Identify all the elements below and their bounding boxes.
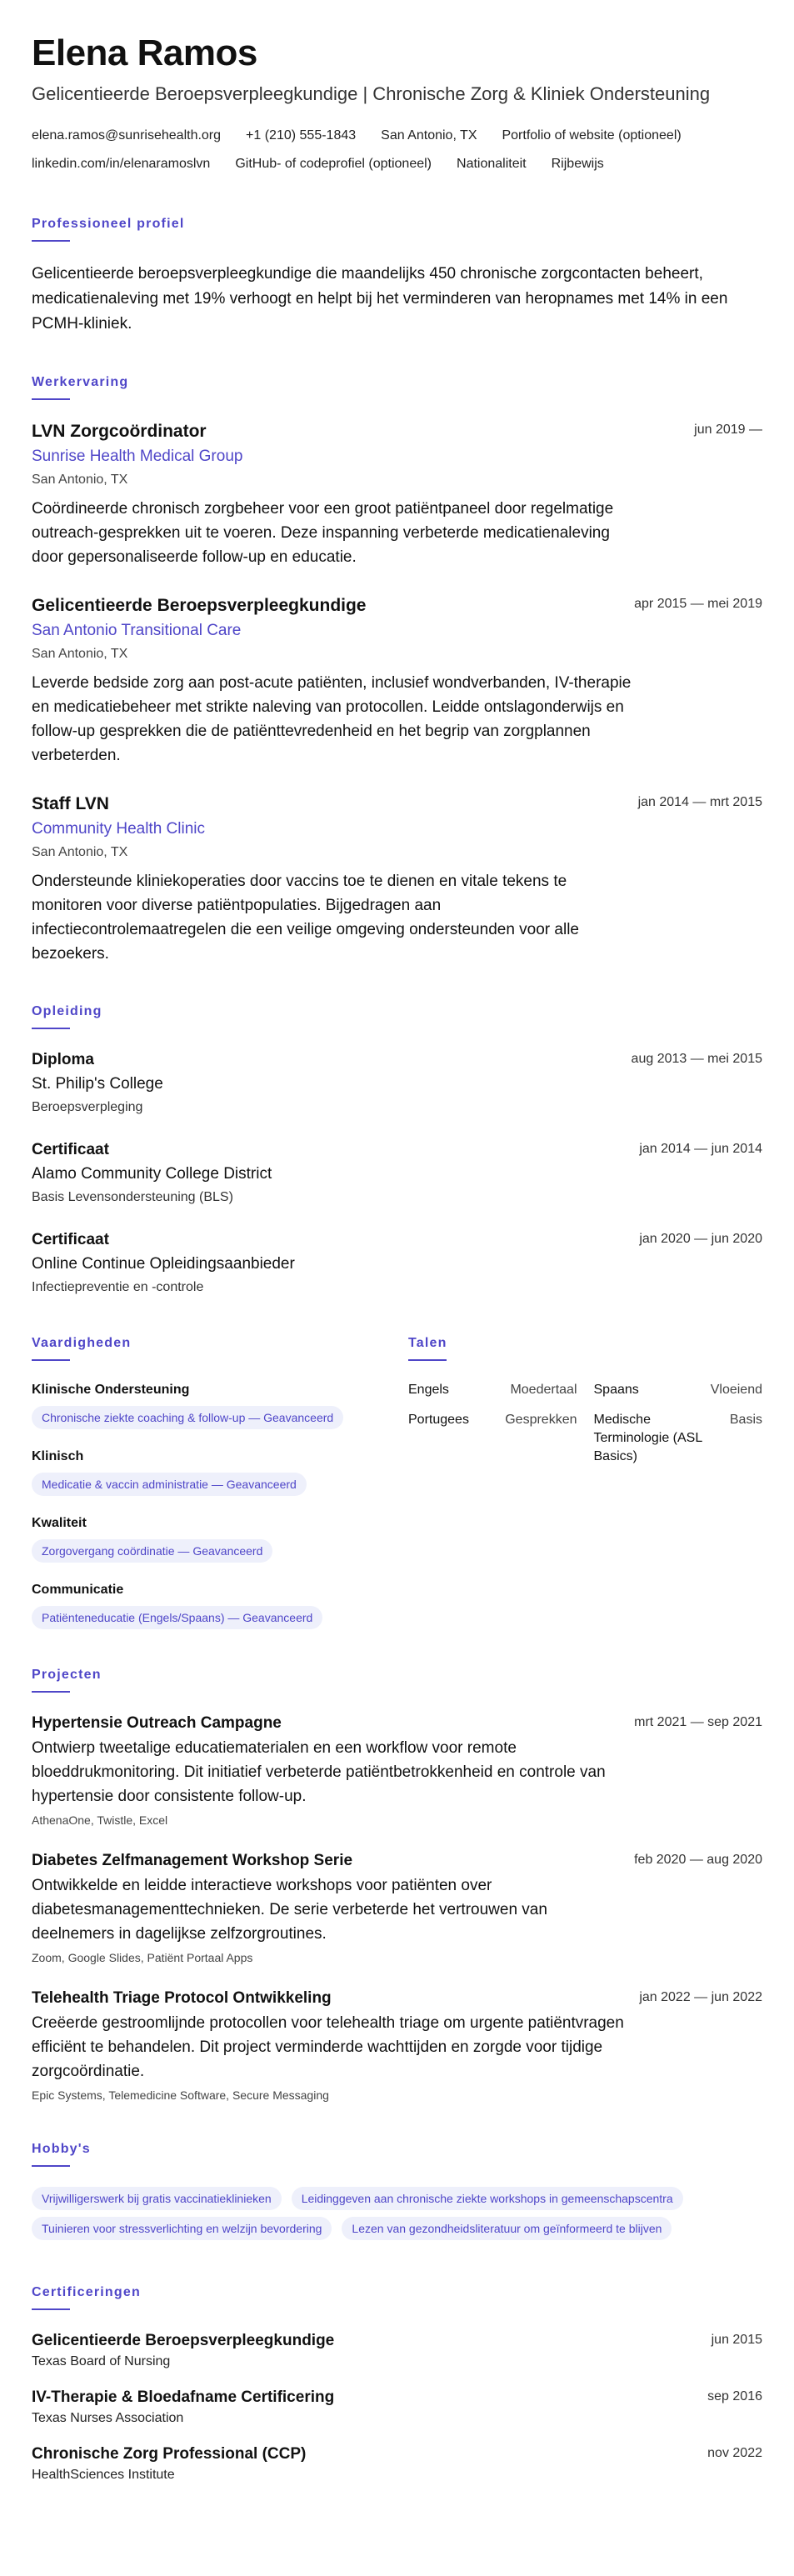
language-name: Medische Terminologie (ASL Basics) xyxy=(593,1413,702,1463)
project-name: Telehealth Triage Protocol Ontwikkeling xyxy=(32,1989,332,2007)
candidate-name: Elena Ramos xyxy=(32,33,257,73)
certification-issuer: Texas Nurses Association xyxy=(32,2411,184,2425)
section-title: Opleiding xyxy=(32,1004,102,1018)
skill-tag: Patiënteneducatie (Engels/Spaans) — Geavanceerd xyxy=(32,1606,322,1629)
certification-date: sep 2016 xyxy=(707,2389,762,2403)
field-of-study: Infectiepreventie en -controle xyxy=(32,1280,204,1294)
section-divider xyxy=(32,2165,70,2167)
project-tools: Zoom, Google Slides, Patiënt Portaal Apps xyxy=(32,1951,253,1964)
headline: Gelicentieerde Beroepsverpleegkundige | Chronische Zorg & Kliniek Ondersteuning xyxy=(32,83,711,104)
education-date: jan 2014 — jun 2014 xyxy=(639,1142,762,1156)
project-date: jan 2022 — jun 2022 xyxy=(639,1990,762,2004)
hobby-tag: Lezen van gezondheidsliteratuur om geïnformeerd te blijven xyxy=(342,2217,672,2240)
language-item xyxy=(408,1411,577,1466)
language-item xyxy=(594,1411,763,1466)
language-level: Moedertaal xyxy=(510,1383,577,1397)
job-date: jun 2019 — xyxy=(694,423,762,437)
contact-list xyxy=(32,122,762,178)
section-title: Projecten xyxy=(32,1668,102,1682)
skill-tag: Zorgovergang coördinatie — Geavanceerd xyxy=(32,1539,272,1563)
experience-entry xyxy=(32,594,762,768)
skills-section xyxy=(32,1334,408,1629)
job-location: San Antonio, TX xyxy=(32,473,128,487)
section-divider xyxy=(32,2308,70,2310)
degree: Certificaat xyxy=(32,1141,109,1158)
education-section xyxy=(32,1003,762,1298)
certification-issuer: HealthSciences Institute xyxy=(32,2468,175,2482)
field-of-study: Beroepsverpleging xyxy=(32,1100,143,1114)
field-of-study: Basis Levensondersteuning (BLS) xyxy=(32,1190,233,1204)
skills-languages-row xyxy=(32,1334,762,1629)
degree: Certificaat xyxy=(32,1231,109,1248)
project-entry xyxy=(32,1713,762,1828)
project-description: Creëerde gestroomlijnde protocollen voor telehealth triage om urgente patiëntvragen efficiënt te behandelen. Dit project verminderde wachttijden en zorgde voor tijdige zorgcoördinatie. xyxy=(32,2014,624,2080)
experience-entry xyxy=(32,793,762,966)
job-description: Leverde bedside zorg aan post-acute patiënten, inclusief wondverbanden, IV-therapie en medicatiebeheer met strikte naleving van protocollen. Leidde ontslagonderwijs en follow-up gesprekken die de patiënttevredenheid en het begrip van zorgplannen verbeterden. xyxy=(32,674,632,764)
job-date: apr 2015 — mei 2019 xyxy=(634,597,762,611)
contact-email[interactable]: elena.ramos@sunrisehealth.org xyxy=(32,128,222,143)
certification-name: IV-Therapie & Bloedafname Certificering xyxy=(32,2388,335,2406)
certification-date: jun 2015 xyxy=(711,2333,762,2347)
section-title: Talen xyxy=(408,1336,447,1350)
project-date: feb 2020 — aug 2020 xyxy=(634,1853,762,1867)
skill-group-title: Kwaliteit xyxy=(32,1516,87,1530)
skill-group-title: Communicatie xyxy=(32,1583,124,1597)
job-location: San Antonio, TX xyxy=(32,845,128,859)
job-description: Coördineerde chronisch zorgbeheer voor een groot patiëntpaneel door regelmatige outreach-gesprekken uit te voeren. Deze inspanning verbeterde medicatienaleving door gepersonaliseerde follow-up en educatie. xyxy=(32,500,614,566)
language-name: Engels xyxy=(408,1383,449,1397)
language-level: Vloeiend xyxy=(710,1383,762,1397)
hobby-tag: Tuinieren voor stressverlichting en welzijn bevordering xyxy=(32,2217,332,2240)
school: Alamo Community College District xyxy=(32,1165,272,1183)
project-description: Ontwierp tweetalige educatiematerialen en een workflow voor remote bloeddrukmonitoring. Dit initiatief verbeterde patiëntbetrokkenheid en controle van hypertensie door consistente follow-up. xyxy=(32,1739,606,1805)
language-item xyxy=(594,1381,763,1399)
education-date: aug 2013 — mei 2015 xyxy=(631,1052,762,1066)
skill-group-title: Klinische Ondersteuning xyxy=(32,1383,190,1397)
project-entry xyxy=(32,1988,762,2103)
language-list xyxy=(408,1381,762,1466)
language-name: Spaans xyxy=(593,1383,639,1397)
employer: Community Health Clinic xyxy=(32,820,206,838)
section-title: Werkervaring xyxy=(32,375,129,389)
certification-name: Chronische Zorg Professional (CCP) xyxy=(32,2445,307,2463)
section-divider xyxy=(32,1359,70,1361)
hobby-tag: Vrijwilligerswerk bij gratis vaccinatieklinieken xyxy=(32,2187,282,2210)
section-divider xyxy=(32,1028,70,1029)
hobby-list xyxy=(32,2187,762,2247)
education-entry xyxy=(32,1049,762,1118)
school: Online Continue Opleidingsaanbieder xyxy=(32,1255,295,1273)
contact-drivers-license: Rijbewijs xyxy=(551,157,604,171)
project-date: mrt 2021 — sep 2021 xyxy=(634,1715,762,1729)
experience-entry xyxy=(32,420,762,569)
section-divider xyxy=(32,240,70,242)
job-title: Staff LVN xyxy=(32,794,109,813)
contact-location: San Antonio, TX xyxy=(381,128,477,143)
language-level: Gesprekken xyxy=(505,1413,577,1427)
certification-issuer: Texas Board of Nursing xyxy=(32,2354,171,2368)
contact-linkedin[interactable]: linkedin.com/in/elenaramoslvn xyxy=(32,157,211,171)
skill-group-title: Klinisch xyxy=(32,1449,84,1463)
experience-section xyxy=(32,373,762,966)
section-title: Hobby's xyxy=(32,2142,91,2156)
projects-section xyxy=(32,1666,762,2103)
section-divider xyxy=(32,398,70,400)
section-title: Vaardigheden xyxy=(32,1336,132,1350)
section-title: Professioneel profiel xyxy=(32,217,185,231)
job-description: Ondersteunde kliniekoperaties door vaccins toe te dienen en vitale tekens te monitoren voor diverse patiëntpopulaties. Bijgedragen aan infectiecontrolemaatregelen die een veilige omgeving ondersteunden voor alle bezoekers. xyxy=(32,873,579,963)
resume-header xyxy=(32,32,762,178)
language-level: Basis xyxy=(729,1413,762,1427)
certification-entry xyxy=(32,2387,762,2428)
certification-entry xyxy=(32,2443,762,2485)
summary-text: Gelicentieerde beroepsverpleegkundige die maandelijks 450 chronische zorgcontacten beheert, medicatienaleving met 19% verhoogt en helpt bij het verminderen van heropnames met 14% in een PCMH-kliniek. xyxy=(32,265,728,333)
certification-name: Gelicentieerde Beroepsverpleegkundige xyxy=(32,2332,335,2349)
section-divider xyxy=(32,1691,70,1693)
skill-tag: Chronische ziekte coaching & follow-up — Geavanceerd xyxy=(32,1406,343,1429)
project-tools: AthenaOne, Twistle, Excel xyxy=(32,1813,168,1827)
job-title: LVN Zorgcoördinator xyxy=(32,422,207,441)
contact-portfolio[interactable]: Portfolio of website (optioneel) xyxy=(502,128,682,143)
hobbies-section xyxy=(32,2140,762,2247)
employer: Sunrise Health Medical Group xyxy=(32,448,243,465)
employer: San Antonio Transitional Care xyxy=(32,622,242,639)
section-title: Certificeringen xyxy=(32,2285,141,2299)
education-date: jan 2020 — jun 2020 xyxy=(639,1232,762,1246)
skill-tag: Medicatie & vaccin administratie — Geavanceerd xyxy=(32,1473,307,1496)
certifications-section xyxy=(32,2283,762,2485)
job-date: jan 2014 — mrt 2015 xyxy=(637,795,762,809)
education-entry xyxy=(32,1139,762,1208)
school: St. Philip's College xyxy=(32,1075,163,1093)
project-description: Ontwikkelde en leidde interactieve workshops voor patiënten over diabetesmanagementtechnieken. De serie verbeterde het vertrouwen van deelnemers in dagelijkse zelfzorgroutines. xyxy=(32,1877,547,1943)
certification-entry xyxy=(32,2330,762,2372)
hobby-tag: Leidinggeven aan chronische ziekte workshops in gemeenschapscentra xyxy=(292,2187,683,2210)
job-location: San Antonio, TX xyxy=(32,647,128,661)
contact-github[interactable]: GitHub- of codeprofiel (optioneel) xyxy=(235,157,432,171)
project-name: Diabetes Zelfmanagement Workshop Serie xyxy=(32,1852,353,1869)
project-entry xyxy=(32,1850,762,1966)
language-name: Portugees xyxy=(408,1413,469,1427)
project-name: Hypertensie Outreach Campagne xyxy=(32,1714,282,1732)
degree: Diploma xyxy=(32,1051,94,1068)
languages-section xyxy=(408,1334,762,1629)
summary-section xyxy=(32,215,762,337)
contact-phone[interactable]: +1 (210) 555-1843 xyxy=(246,128,357,143)
certification-date: nov 2022 xyxy=(707,2446,762,2460)
section-divider xyxy=(408,1359,447,1361)
contact-nationality: Nationaliteit xyxy=(457,157,527,171)
education-entry xyxy=(32,1229,762,1298)
job-title: Gelicentieerde Beroepsverpleegkundige xyxy=(32,596,367,615)
project-tools: Epic Systems, Telemedicine Software, Secure Messaging xyxy=(32,2088,329,2102)
language-item xyxy=(408,1381,577,1399)
